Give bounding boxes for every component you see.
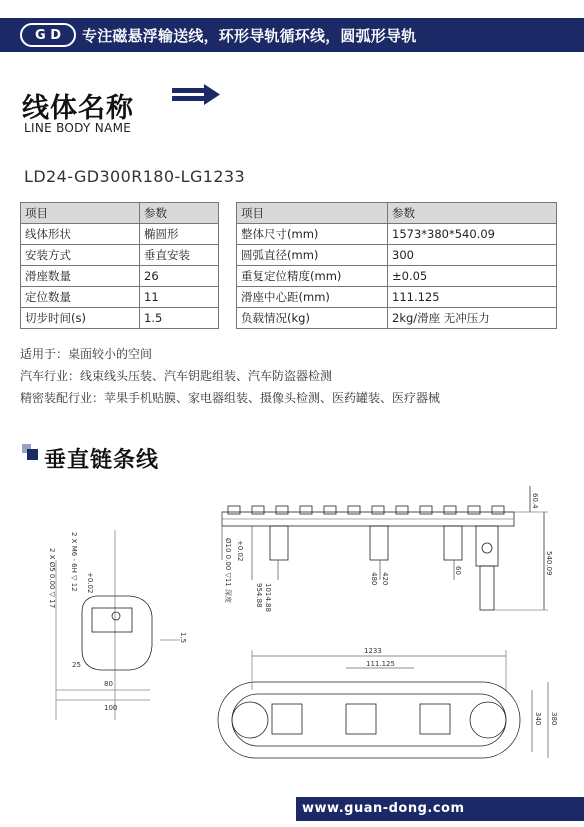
dim-label: 420 bbox=[381, 572, 389, 586]
footer-url[interactable]: www.guan-dong.com bbox=[302, 801, 465, 816]
table-header: 参数 bbox=[388, 203, 557, 224]
table-cell: 300 bbox=[388, 245, 557, 266]
dim-label: 954.88 bbox=[255, 583, 263, 608]
table-header: 项目 bbox=[237, 203, 388, 224]
dim-label: 80 bbox=[104, 680, 113, 688]
dim-label: 2 X M6 - 6H ▽ 12 bbox=[70, 532, 78, 592]
section-title: 线体名称 bbox=[22, 93, 134, 124]
table-cell: 1573*380*540.09 bbox=[388, 224, 557, 245]
table-cell: 整体尺寸(mm) bbox=[237, 224, 388, 245]
table-cell: 2kg/滑座 无冲压力 bbox=[388, 308, 557, 329]
table-cell: 圆弧直径(mm) bbox=[237, 245, 388, 266]
dim-label: 1233 bbox=[364, 647, 382, 655]
table-cell: 重复定位精度(mm) bbox=[237, 266, 388, 287]
table-cell: 线体形状 bbox=[21, 224, 140, 245]
dim-label: 380 bbox=[550, 712, 558, 726]
dim-label: 540.09 bbox=[545, 551, 553, 576]
table-cell: 滑座中心距(mm) bbox=[237, 287, 388, 308]
table-header: 项目 bbox=[21, 203, 140, 224]
logo-text: G D bbox=[35, 27, 61, 43]
table-cell: 滑座数量 bbox=[21, 266, 140, 287]
table-cell: 负载情况(kg) bbox=[237, 308, 388, 329]
table-cell: 111.125 bbox=[388, 287, 557, 308]
table-cell: 椭圆形 bbox=[140, 224, 219, 245]
dim-label: 25 bbox=[72, 661, 81, 669]
dim-label: 2 X Ø5 0.00 ▽ 17 bbox=[48, 548, 56, 609]
table-cell: 11 bbox=[140, 287, 219, 308]
application-line: 适用于：桌面较小的空间 bbox=[20, 347, 153, 361]
front-view-sliders bbox=[228, 506, 504, 514]
dim-label: 340 bbox=[534, 712, 542, 726]
table-header: 参数 bbox=[140, 203, 219, 224]
dim-label: 1.5 bbox=[179, 632, 187, 644]
dim-label: +0.02 bbox=[86, 572, 94, 594]
table-cell: 安装方式 bbox=[21, 245, 140, 266]
dim-label: 111.125 bbox=[366, 660, 395, 668]
dim-label: 60.4 bbox=[531, 493, 539, 509]
header-slogan: 专注磁悬浮输送线，环形导轨循环线，圆弧形导轨 bbox=[82, 27, 417, 45]
section2-title: 垂直链条线 bbox=[44, 448, 160, 473]
table-cell: 切步时间(s) bbox=[21, 308, 140, 329]
dim-label: Ø10 0.00 ▽11 深度 bbox=[224, 538, 232, 603]
dim-label: +0.02 bbox=[236, 540, 244, 562]
model-number: LD24-GD300R180-LG1233 bbox=[24, 167, 246, 186]
dim-label: 100 bbox=[104, 704, 118, 712]
dim-label: 1014.88 bbox=[264, 583, 272, 612]
table-cell: ±0.05 bbox=[388, 266, 557, 287]
front-view-brackets bbox=[270, 526, 498, 610]
application-line: 精密装配行业：苹果手机贴膜、家电器组装、摄像头检测、医药罐装、医疗器械 bbox=[20, 391, 441, 405]
section-subtitle: LINE BODY NAME bbox=[24, 121, 132, 135]
dim-label: 60 bbox=[454, 566, 462, 575]
dim-label: 480 bbox=[370, 572, 378, 586]
table-cell: 垂直安装 bbox=[140, 245, 219, 266]
table-cell: 1.5 bbox=[140, 308, 219, 329]
table-cell: 26 bbox=[140, 266, 219, 287]
table-cell: 定位数量 bbox=[21, 287, 140, 308]
application-line: 汽车行业：线束线头压装、汽车钥匙组装、汽车防盗器检测 bbox=[20, 369, 333, 383]
